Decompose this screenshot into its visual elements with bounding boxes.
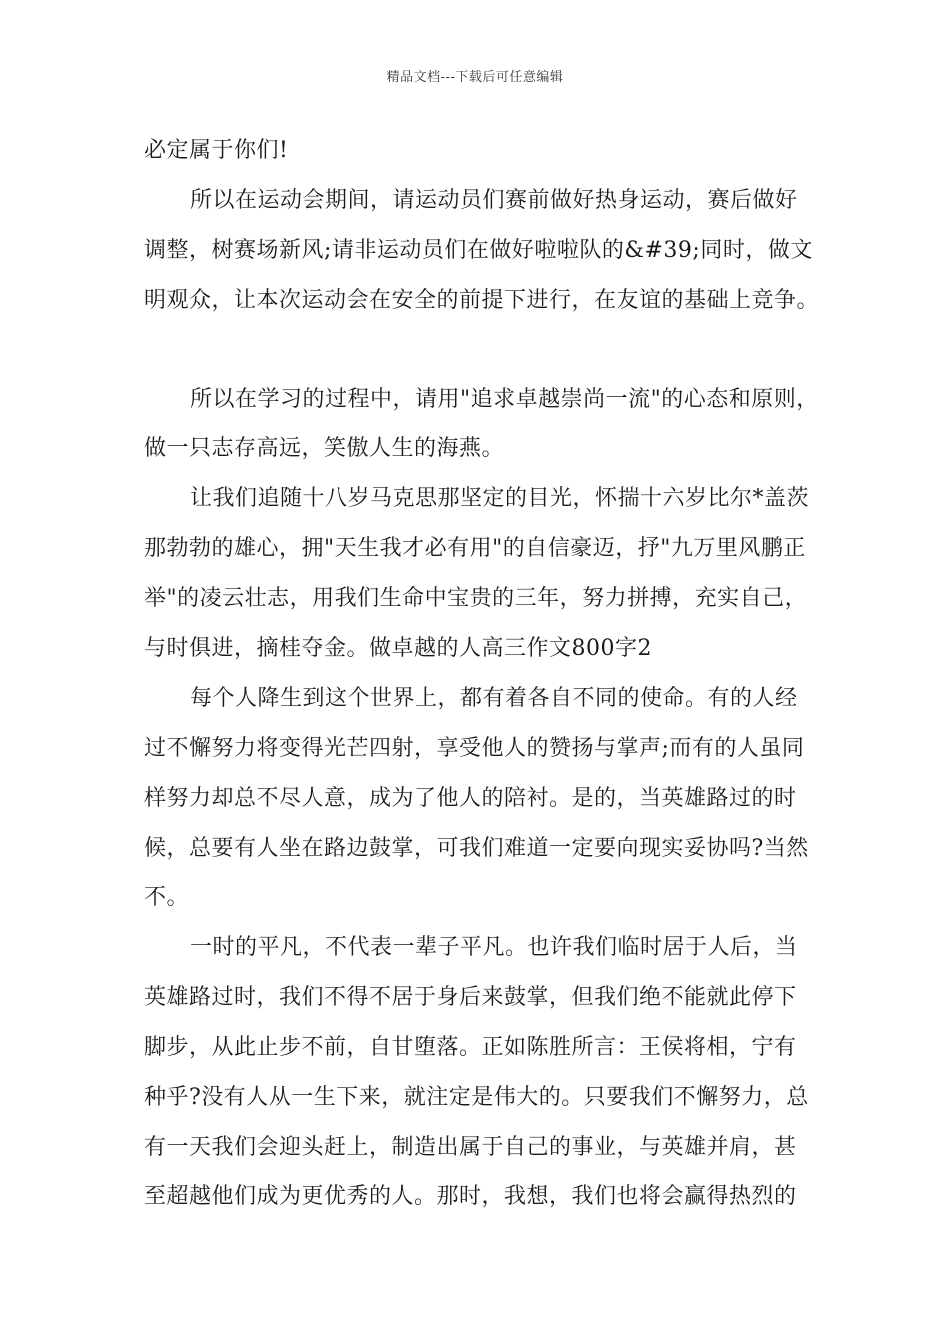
text-line: 举"的凌云壮志，用我们生命中宝贵的三年，努力拼搏，充实自己， [144, 586, 808, 611]
text-line: 至超越他们成为更优秀的人。那时，我想，我们也将会赢得热烈的 [144, 1184, 797, 1209]
text-line: 英雄路过时，我们不得不居于身后来鼓掌，但我们绝不能就此停下 [144, 985, 797, 1010]
text-line: 那勃勃的雄心，拥"天生我才必有用"的自信豪迈，抒"九万里风鹏正 [144, 536, 806, 561]
text-line: 种乎?没有人从一生下来，就注定是伟大的。只要我们不懈努力，总 [144, 1085, 809, 1110]
text-line: 所以在运动会期间，请运动员们赛前做好热身运动，赛后做好 [190, 188, 798, 213]
text-line: 过不懈努力将变得光芒四射，享受他人的赞扬与掌声;而有的人虽同 [144, 736, 805, 761]
page-header: 精品文档---下载后可任意编辑 [386, 70, 564, 85]
text-line: 与时俱进，摘桂夺金。做卓越的人高三作文800字2 [144, 636, 652, 661]
text-line: 不。 [144, 885, 190, 910]
text-line: 脚步，从此止步不前，自甘堕落。正如陈胜所言：王侯将相，宁有 [144, 1035, 797, 1060]
text-line: 每个人降生到这个世界上，都有着各自不同的使命。有的人经 [190, 686, 798, 711]
text-line: 样努力却总不尽人意，成为了他人的陪衬。是的，当英雄路过的时 [144, 786, 797, 811]
text-line: 调整，树赛场新风;请非运动员们在做好啦啦队的&#39;同时，做文 [144, 238, 813, 263]
text-line: 候，总要有人坐在路边鼓掌，可我们难道一定要向现实妥协吗?当然 [144, 836, 809, 861]
text-line: 一时的平凡，不代表一辈子平凡。也许我们临时居于人后，当 [190, 935, 798, 960]
text-line: 做一只志存高远，笑傲人生的海燕。 [144, 436, 505, 461]
text-line: 必定属于你们! [144, 138, 289, 163]
text-line: 明观众，让本次运动会在安全的前提下进行，在友谊的基础上竞争。 [144, 288, 820, 313]
text-line: 所以在学习的过程中，请用"追求卓越崇尚一流"的心态和原则， [190, 387, 819, 412]
text-line: 有一天我们会迎头赶上，制造出属于自己的事业，与英雄并肩，甚 [144, 1135, 797, 1160]
text-line: 让我们追随十八岁马克思那坚定的目光，怀揣十六岁比尔*盖茨 [190, 486, 810, 511]
